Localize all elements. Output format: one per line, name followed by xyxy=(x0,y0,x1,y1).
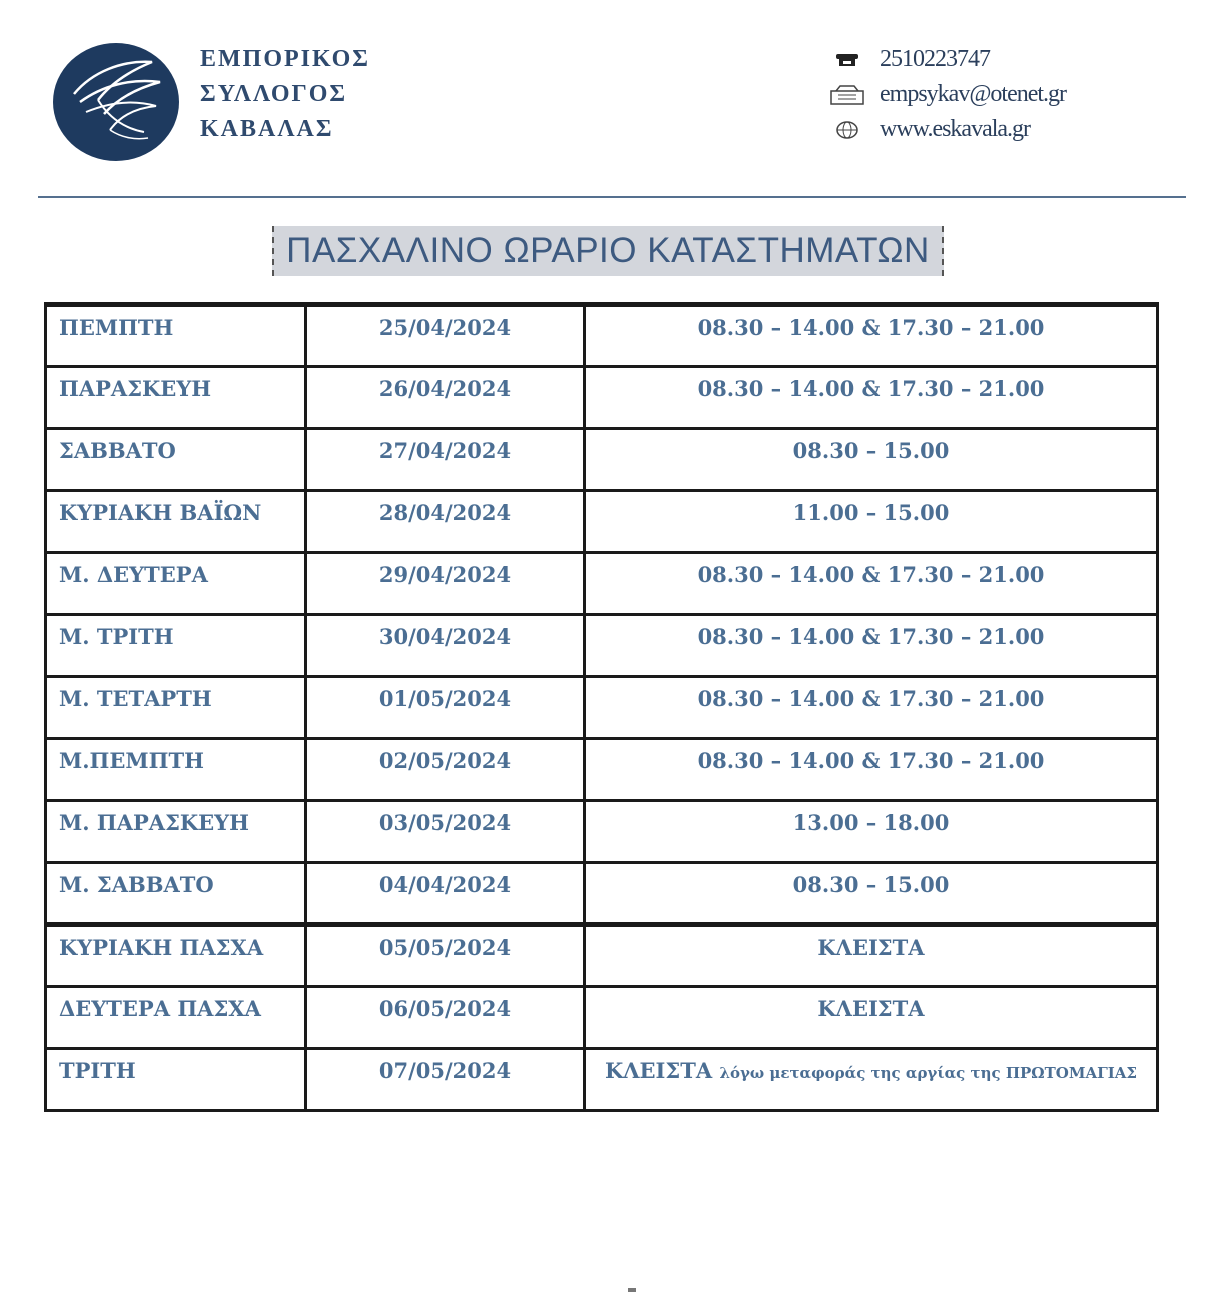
contact-email-row xyxy=(830,77,1066,112)
date-cell: 29/04/2024 xyxy=(306,553,585,615)
date-cell: 07/05/2024 xyxy=(306,1049,585,1111)
hours-cell xyxy=(585,1049,1158,1111)
date-cell: 27/04/2024 xyxy=(306,429,585,491)
date-cell: 30/04/2024 xyxy=(306,615,585,677)
page-title: ΠΑΣΧΑΛΙΝΟ ΩΡΑΡΙΟ ΚΑΤΑΣΤΗΜΑΤΩΝ xyxy=(286,231,930,270)
organization-name xyxy=(200,42,370,147)
hours-cell: 11.00 – 15.00 xyxy=(585,491,1158,553)
table-row xyxy=(46,491,1158,553)
date-cell: 02/05/2024 xyxy=(306,739,585,801)
closure-note: λόγω μεταφοράς της αργίας της ΠΡΩΤΟΜΑΓΙΑΣ xyxy=(719,1064,1138,1082)
table-row xyxy=(46,925,1158,987)
day-cell: ΚΥΡΙΑΚΗ ΠΑΣΧΑ xyxy=(46,925,306,987)
table-row xyxy=(46,739,1158,801)
hours-cell: 08.30 – 14.00 & 17.30 – 21.00 xyxy=(585,367,1158,429)
closed-label: ΚΛΕΙΣΤΑ xyxy=(604,1058,713,1083)
org-name-line-1: ΕΜΠΟΡΙΚΟΣ xyxy=(200,46,370,72)
hours-cell: 08.30 – 15.00 xyxy=(585,863,1158,925)
schedule-table xyxy=(44,302,1159,1112)
page-mark xyxy=(628,1288,636,1292)
website-link[interactable]: www.eskavala.gr xyxy=(880,116,1031,142)
date-cell: 04/04/2024 xyxy=(306,863,585,925)
header-divider xyxy=(38,196,1186,198)
hours-cell: ΚΛΕΙΣΤΑ xyxy=(585,925,1158,987)
association-logo xyxy=(52,42,180,162)
table-row xyxy=(46,305,1158,367)
email-address[interactable]: empsykav@otenet.gr xyxy=(880,81,1067,107)
table-row xyxy=(46,429,1158,491)
hours-cell: 13.00 – 18.00 xyxy=(585,801,1158,863)
org-name-line-2: ΣΥΛΛΟΓΟΣ xyxy=(200,81,348,107)
date-cell: 28/04/2024 xyxy=(306,491,585,553)
day-cell: ΣΑΒΒΑΤΟ xyxy=(46,429,306,491)
date-cell: 26/04/2024 xyxy=(306,367,585,429)
day-cell: ΤΡΙΤΗ xyxy=(46,1049,306,1111)
day-cell: Μ. ΣΑΒΒΑΤΟ xyxy=(46,863,306,925)
hours-cell: 08.30 – 14.00 & 17.30 – 21.00 xyxy=(585,739,1158,801)
day-cell: ΠΕΜΠΤΗ xyxy=(46,305,306,367)
table-row xyxy=(46,801,1158,863)
date-cell: 03/05/2024 xyxy=(306,801,585,863)
day-cell: Μ. ΤΕΤΑΡΤΗ xyxy=(46,677,306,739)
date-cell: 01/05/2024 xyxy=(306,677,585,739)
hours-cell: 08.30 – 14.00 & 17.30 – 21.00 xyxy=(585,305,1158,367)
globe-icon xyxy=(830,118,864,142)
table-row xyxy=(46,367,1158,429)
date-cell: 25/04/2024 xyxy=(306,305,585,367)
contact-website-row xyxy=(830,112,1066,147)
mail-icon xyxy=(830,83,864,107)
table-row xyxy=(46,987,1158,1049)
table-row xyxy=(46,615,1158,677)
day-cell: ΠΑΡΑΣΚΕΥΗ xyxy=(46,367,306,429)
hours-cell: 08.30 – 14.00 & 17.30 – 21.00 xyxy=(585,615,1158,677)
date-cell: 05/05/2024 xyxy=(306,925,585,987)
phone-number: 2510223747 xyxy=(880,46,990,72)
day-cell: ΚΥΡΙΑΚΗ ΒΑΪΩΝ xyxy=(46,491,306,553)
hours-cell: 08.30 – 14.00 & 17.30 – 21.00 xyxy=(585,677,1158,739)
contact-phone-row xyxy=(830,42,1066,77)
table-row xyxy=(46,553,1158,615)
day-cell: ΔΕΥΤΕΡΑ ΠΑΣΧΑ xyxy=(46,987,306,1049)
hours-cell: 08.30 – 15.00 xyxy=(585,429,1158,491)
day-cell: Μ. ΤΡΙΤΗ xyxy=(46,615,306,677)
day-cell: Μ.ΠΕΜΠΤΗ xyxy=(46,739,306,801)
day-cell: Μ. ΠΑΡΑΣΚΕΥΗ xyxy=(46,801,306,863)
telephone-icon xyxy=(830,48,864,72)
date-cell: 06/05/2024 xyxy=(306,987,585,1049)
table-row xyxy=(46,863,1158,925)
hours-cell: ΚΛΕΙΣΤΑ xyxy=(585,987,1158,1049)
day-cell: Μ. ΔΕΥΤΕΡΑ xyxy=(46,553,306,615)
org-name-line-3: ΚΑΒΑΛΑΣ xyxy=(200,116,334,142)
table-row xyxy=(46,677,1158,739)
table-row xyxy=(46,1049,1158,1111)
contact-block xyxy=(830,42,1066,147)
hours-cell: 08.30 – 14.00 & 17.30 – 21.00 xyxy=(585,553,1158,615)
